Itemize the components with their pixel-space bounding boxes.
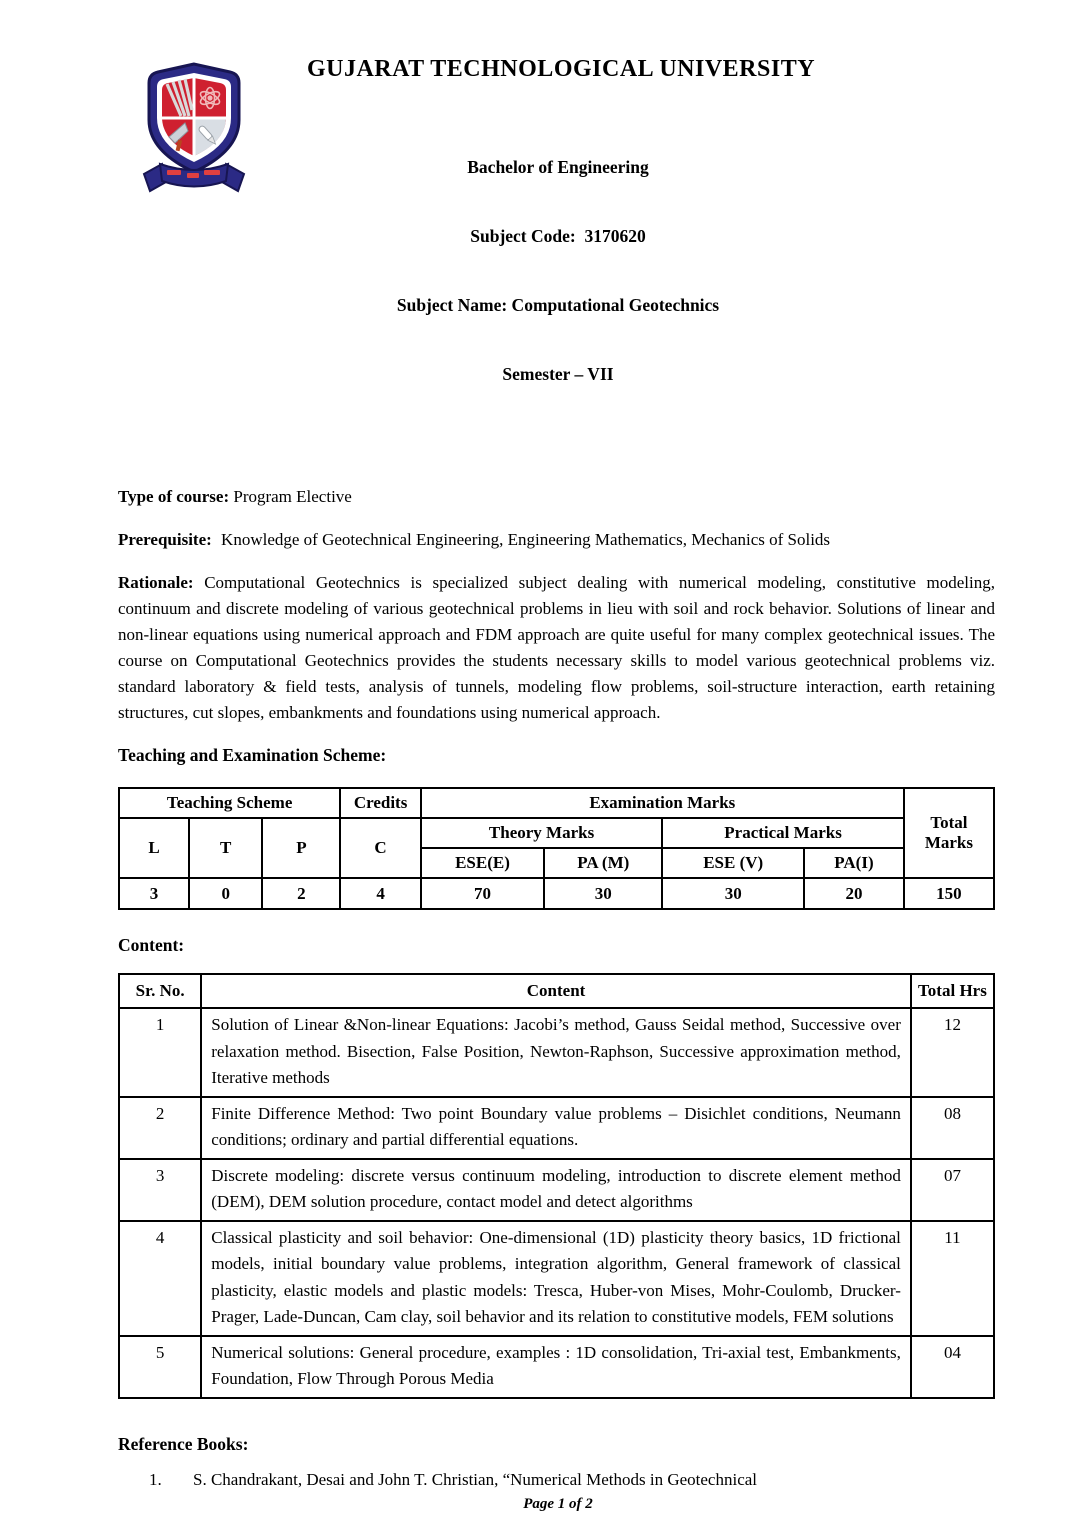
col-header-pa-m: PA (M) [544, 848, 662, 878]
content-sr: 2 [119, 1097, 201, 1159]
theory-marks-header: Theory Marks [421, 818, 663, 848]
content-hrs: 04 [911, 1336, 994, 1398]
prerequisite-label: Prerequisite: [118, 530, 212, 549]
content-col-header-hrs: Total Hrs [911, 974, 994, 1008]
rationale-text: Computational Geotechnics is specialized subject dealing with numerical modeling, constitutive modeling, continuum and discrete modeling of various geotechnical problems in lieu with soil and rock behavior. Solutions of linear and non-linear equations using numerical approach and FDM approach are quite useful for many complex geotechnical issues. The course on Computational Geotechnics provides the students necessary skills to model various geotechnical problems viz. standard laboratory & field tests, analysis of tunnels, modeling flow problems, soil-structure interaction, earth retaining structures, cut slopes, embankments and foundations using numerical approach. [118, 573, 996, 722]
subject-name-line: Subject Name: Computational Geotechnics [396, 295, 720, 315]
university-title: GUJARAT TECHNOLOGICAL UNIVERSITY [306, 56, 816, 82]
col-header-ese-v: ESE (V) [662, 848, 804, 878]
col-header-p: P [262, 818, 340, 878]
col-header-ese-e: ESE(E) [421, 848, 544, 878]
col-header-c: C [340, 818, 420, 878]
rationale-label: Rationale: [118, 573, 194, 592]
type-of-course-value: Program Elective [233, 487, 352, 506]
practical-marks-header: Practical Marks [662, 818, 904, 848]
program-line: Bachelor of Engineering [467, 157, 649, 177]
reference-number: 1. [149, 1469, 162, 1489]
content-hrs: 11 [911, 1221, 994, 1336]
credits-header: Credits [340, 788, 420, 818]
content-table [118, 973, 995, 1399]
value-pa-i: 20 [804, 878, 904, 909]
total-marks-header: Total Marks [904, 788, 994, 878]
exam-scheme-table [118, 787, 995, 910]
content-hrs: 08 [911, 1097, 994, 1159]
content-text: Discrete modeling: discrete versus continuum modeling, introduction to discrete element method (DEM), DEM solution procedure, contact model and detect algorithms [201, 1159, 911, 1221]
content-sr: 5 [119, 1336, 201, 1398]
page-header [0, 0, 1088, 432]
content-heading: Content: [118, 935, 185, 955]
content-row-4 [119, 1221, 994, 1336]
type-of-course-line [118, 484, 995, 510]
reference-item-1 [118, 1468, 995, 1492]
document-body [118, 484, 995, 1492]
prerequisite-value: Knowledge of Geotechnical Engineering, Engineering Mathematics, Mechanics of Solids [221, 530, 831, 549]
value-l: 3 [119, 878, 189, 909]
content-text: Numerical solutions: General procedure, examples : 1D consolidation, Tri-axial test, Embankments, Foundation, Flow Through Porous Media [201, 1336, 911, 1398]
examination-marks-header: Examination Marks [421, 788, 904, 818]
page-number-footer: Page 1 of 2 [523, 1495, 593, 1512]
value-ese-v: 30 [662, 878, 804, 909]
content-text: Classical plasticity and soil behavior: One-dimensional (1D) plasticity theory basics, 1D frictional models, initial boundary value problems, integration algorithm, General framework of classical plasticity, elastic models and plastic models: Tresca, Huber-von Mises, Mohr-Coulomb, Drucker-Prager, Lade-Duncan, Cam clay, soil behavior and its relation to constitutive models, FEM solutions [201, 1221, 911, 1336]
rationale-paragraph [118, 570, 995, 726]
content-hrs: 12 [911, 1008, 994, 1097]
reference-books-heading: Reference Books: [118, 1433, 249, 1454]
content-row-2 [119, 1097, 994, 1159]
semester-line: Semester – VII [502, 364, 614, 384]
content-sr: 1 [119, 1008, 201, 1097]
col-header-t: T [189, 818, 262, 878]
value-total-marks: 150 [904, 878, 994, 909]
col-header-l: L [119, 818, 189, 878]
teaching-scheme-header: Teaching Scheme [119, 788, 340, 818]
content-text: Solution of Linear &Non-linear Equations: Jacobi’s method, Gauss Seidal method, Successive over relaxation method. Bisection, False Position, Newton-Raphson, Successive approximation method, Iterative methods [201, 1008, 911, 1097]
content-row-5 [119, 1336, 994, 1398]
content-text: Finite Difference Method: Two point Boundary value problems – Disichlet conditions, Neumann conditions; ordinary and partial differential equations. [201, 1097, 911, 1159]
content-sr: 4 [119, 1221, 201, 1336]
type-of-course-label: Type of course: [118, 487, 230, 506]
content-sr: 3 [119, 1159, 201, 1221]
content-row-1 [119, 1008, 994, 1097]
value-t: 0 [189, 878, 262, 909]
gtu-emblem-icon [136, 60, 252, 206]
content-col-header-content: Content [201, 974, 911, 1008]
content-row-3 [119, 1159, 994, 1221]
value-p: 2 [262, 878, 340, 909]
prerequisite-line [118, 527, 995, 553]
col-header-pa-i: PA(I) [804, 848, 904, 878]
exam-scheme-heading: Teaching and Examination Scheme: [118, 745, 387, 765]
content-hrs: 07 [911, 1159, 994, 1221]
value-pa-m: 30 [544, 878, 662, 909]
gtu-emblem-logo [136, 60, 252, 206]
content-col-header-sr: Sr. No. [119, 974, 201, 1008]
value-c: 4 [340, 878, 420, 909]
value-ese-e: 70 [421, 878, 544, 909]
subject-code-line: Subject Code: 3170620 [470, 226, 646, 246]
reference-text: S. Chandrakant, Desai and John T. Christian, “Numerical Methods in Geotechnical [193, 1469, 758, 1489]
